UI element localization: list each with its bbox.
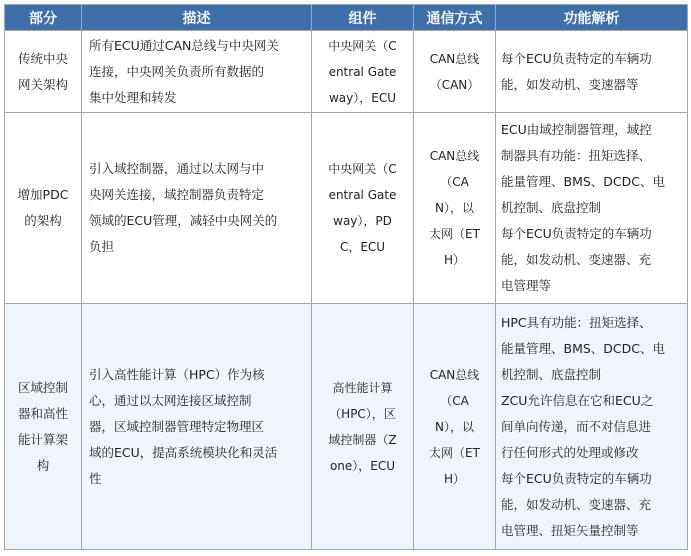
cell-line: HPC具有功能：扭矩选择、 [501, 314, 652, 330]
cell-line: N），以 [435, 201, 474, 215]
cell-line: CAN总线 [429, 51, 480, 66]
header-communication: 通信方式 [414, 5, 496, 31]
cell-line: 央网关连接，域控制器负责特定 [89, 187, 265, 202]
header-description: 描述 [82, 5, 312, 31]
cell-line: 域控制器（Z [328, 432, 397, 447]
cell-line: 连接，中央网关负责所有数据的 [89, 63, 265, 79]
cell-line: 每个ECU负责特定的车辆功 [501, 50, 652, 66]
cell-line: 能计算架 [17, 431, 68, 447]
cell-function-analysis [496, 31, 688, 113]
cell-line: ECU由域控制器管理，域控 [501, 122, 652, 137]
cell-line: 区域控制 [17, 379, 68, 395]
cell-line: 电管理等 [501, 278, 552, 293]
cell-line: 域的ECU，提高系统模块化和灵活 [89, 444, 278, 460]
cell-components [312, 31, 414, 113]
cell-line: （CAN） [429, 77, 480, 92]
cell-description [82, 304, 312, 550]
cell-line: 心，通过以太网连接区域控制 [89, 392, 252, 408]
cell-line: （HPC），区 [329, 406, 396, 421]
cell-line: 太网（ET [429, 445, 480, 460]
cell-line: 所有ECU通过CAN总线与中央网关 [89, 37, 279, 53]
table-row [5, 304, 688, 550]
cell-line: 每个ECU负责特定的车辆功 [501, 226, 652, 241]
cell-part [5, 113, 82, 304]
cell-line: 每个ECU负责特定的车辆功 [501, 470, 652, 486]
cell-line: 的架构 [24, 213, 62, 228]
cell-line: 中央网关（C [328, 162, 397, 176]
cell-line: 传统中央 [17, 50, 68, 66]
cell-components [312, 113, 414, 304]
cell-line: 太网（ET [429, 227, 480, 241]
cell-line: 间单向传递，而不对信息进 [501, 418, 652, 434]
cell-line: 引入域控制器，通过以太网与中 [89, 161, 265, 176]
cell-line: one），ECU [329, 458, 396, 473]
cell-line: 机控制、底盘控制 [501, 200, 602, 215]
cell-line: N），以 [435, 419, 474, 434]
cell-line: 能，如发动机、变速器、充 [501, 496, 652, 512]
table-row [5, 31, 688, 113]
cell-line: 器和高性 [17, 405, 68, 421]
cell-description [82, 31, 312, 113]
header-components: 组件 [312, 5, 414, 31]
cell-line: H） [443, 471, 466, 486]
cell-line: 行任何形式的处理或修改 [501, 444, 639, 460]
header-function-analysis: 功能解析 [496, 5, 688, 31]
cell-line: （CA [440, 393, 469, 408]
cell-line: 性 [89, 470, 102, 486]
cell-line: way），ECU [328, 90, 396, 105]
cell-line: C，ECU [339, 240, 386, 254]
cell-function-analysis [496, 113, 688, 304]
cell-line: 中央网关（C [328, 38, 397, 53]
cell-part [5, 31, 82, 113]
cell-communication [414, 113, 496, 304]
cell-line: 负担 [89, 239, 115, 254]
header-part: 部分 [5, 5, 82, 31]
cell-line: 高性能计算 [332, 380, 393, 395]
cell-line: entral Gate [328, 64, 397, 79]
cell-line: 能量管理、BMS、DCDC、电 [501, 174, 666, 189]
cell-line: CAN总线 [429, 149, 480, 163]
cell-function-analysis [496, 304, 688, 550]
table-row [5, 113, 688, 304]
cell-line: ZCU允许信息在它和ECU之 [501, 392, 654, 408]
cell-line: 机控制、底盘控制 [501, 366, 602, 382]
architecture-comparison-table [4, 4, 688, 550]
cell-line: 制器具有功能：扭矩选择、 [501, 148, 652, 163]
cell-communication [414, 304, 496, 550]
cell-line: 构 [36, 457, 50, 473]
cell-line: （CA [440, 175, 469, 189]
cell-line: 网关架构 [17, 76, 68, 92]
cell-line: 引入高性能计算（HPC）作为核 [89, 366, 265, 382]
cell-part [5, 304, 82, 550]
cell-line: 能，如发动机、变速器等 [501, 76, 639, 92]
cell-components [312, 304, 414, 550]
cell-line: H） [443, 253, 466, 267]
cell-description [82, 113, 312, 304]
cell-line: way），PD [333, 214, 392, 228]
cell-line: 能，如发动机、变速器、充 [501, 252, 652, 267]
cell-line: 能量管理、BMS、DCDC、电 [501, 340, 666, 356]
cell-line: 器，区域控制器管理特定物理区 [89, 418, 265, 434]
cell-communication [414, 31, 496, 113]
cell-line: 领域的ECU管理，减轻中央网关的 [89, 213, 278, 228]
header-row [5, 5, 688, 31]
cell-line: 增加PDC [17, 187, 69, 202]
cell-line: 电管理、扭矩矢量控制等 [501, 522, 639, 538]
cell-line: entral Gate [328, 188, 397, 202]
cell-line: 集中处理和转发 [89, 89, 177, 105]
cell-line: CAN总线 [429, 367, 480, 382]
